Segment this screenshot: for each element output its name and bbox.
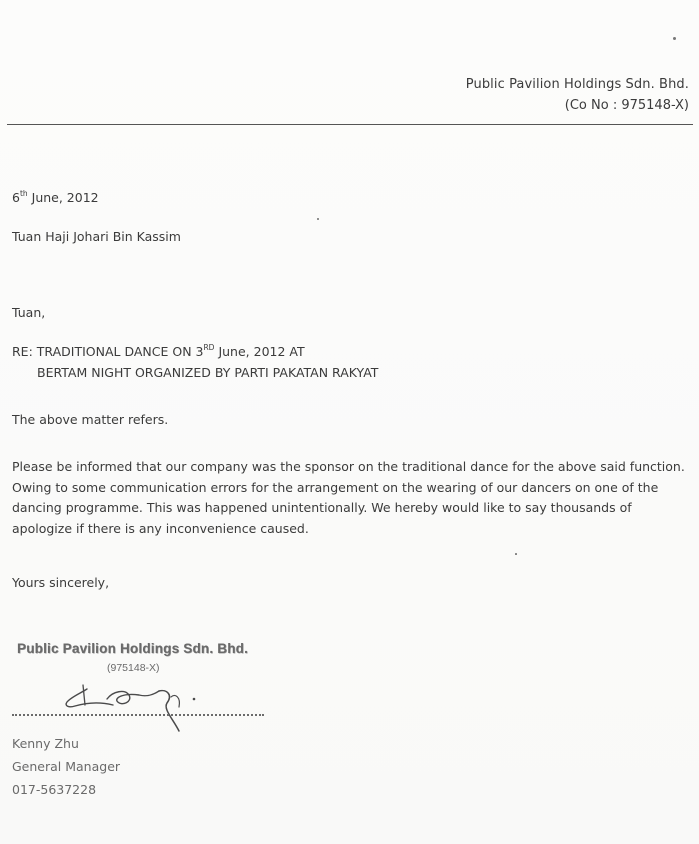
letter-date: 6th June, 2012 xyxy=(12,189,99,205)
subject-line-continued: BERTAM NIGHT ORGANIZED BY PARTI PAKATAN RAKYAT xyxy=(37,365,379,380)
signatory-title: General Manager xyxy=(12,759,121,774)
scan-speck xyxy=(515,553,517,555)
signature-icon xyxy=(55,675,215,737)
company-stamp-registration: (975148-X) xyxy=(107,662,160,674)
signatory-name: Kenny Zhu xyxy=(12,736,79,751)
signatory-phone: 017-5637228 xyxy=(12,782,97,797)
salutation: Tuan, xyxy=(12,305,46,320)
company-stamp-name: Public Pavilion Holdings Sdn. Bhd. xyxy=(17,641,249,656)
reference-sentence: The above matter refers. xyxy=(12,412,169,427)
subject-line: RE: TRADITIONAL DANCE ON 3RD June, 2012 AT xyxy=(12,343,305,359)
letterhead-registration-number: (Co No : 975148-X) xyxy=(564,98,689,113)
scan-speck xyxy=(317,218,319,220)
letterhead-divider xyxy=(7,124,693,125)
addressee: Tuan Haji Johari Bin Kassim xyxy=(12,229,181,244)
body-paragraph: Please be informed that our company was the sponsor on the traditional dance for the above said function. Owing to some communication errors for the arrangement on the wearing of our dancers on one of the dancing programme. This was happened unintentionally. We hereby would like to say thousands of apologize if there is any inconvenience caused. xyxy=(12,459,685,536)
closing: Yours sincerely, xyxy=(12,575,110,590)
scan-speck xyxy=(673,37,676,40)
signature-line xyxy=(12,714,264,716)
letterhead-company-name: Public Pavilion Holdings Sdn. Bhd. xyxy=(465,77,689,92)
